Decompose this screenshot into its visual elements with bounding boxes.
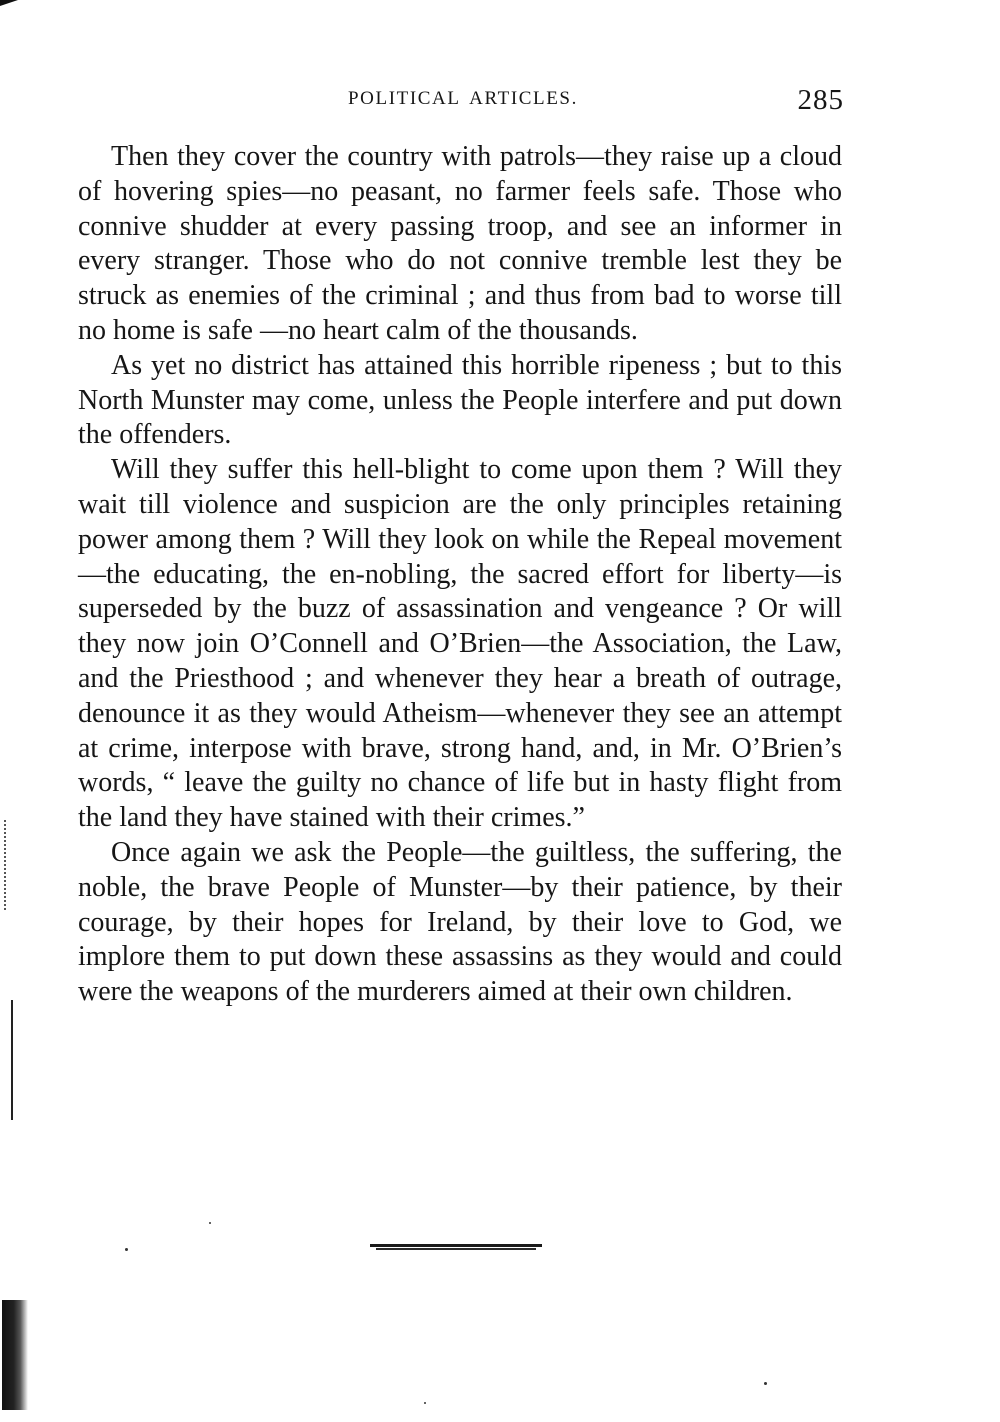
paragraph: As yet no district has attained this horrible ripeness ; but to this North Munster may come, unless the People interfere and put down the offenders.: [78, 349, 842, 451]
running-header: [78, 84, 848, 124]
scan-corner-mark: [0, 0, 18, 6]
running-title: POLITICAL ARTICLES.: [348, 88, 578, 109]
article-body: [78, 140, 842, 1010]
scan-speck: [125, 1248, 128, 1251]
section-end-rule: [370, 1244, 542, 1252]
rule-bar-top: [370, 1244, 542, 1247]
paragraph: Then they cover the country with patrols—they raise up a cloud of hovering spies—no peasant, no farmer feels safe. Those who connive shudder at every passing troop, and see an informer in every stranger. Those who do not connive tremble lest they be struck as enemies of the criminal ; and thus from bad to worse till no home is safe —no heart calm of the thousands.: [78, 141, 842, 346]
margin-scan-dots: [4, 820, 9, 910]
page-number: 285: [797, 84, 844, 116]
paragraph: Once again we ask the People—the guiltless, the suffering, the noble, the brave People of Munster—by their patience, by their courage, by their hopes for Ireland, by their love to God, we implore them to put down these assassins as they would and could were the weapons of the murderers aimed at their own children.: [78, 836, 842, 1008]
scan-speck: [424, 1402, 426, 1404]
rule-bar-bottom: [376, 1248, 536, 1250]
paragraph: Will they suffer this hell-blight to come upon them ? Will they wait till violence and suspicion are the only principles retaining power among them ? Will they look on while the Repeal movement—the educating, the en-nobling, the sacred effort for liberty—is superseded by the buzz of assassination and vengeance ? Or will they now join O’Connell and O’Brien—the Association, the Law, and the Priesthood ; and whenever they hear a breath of outrage, denounce it as they would Atheism—whenever they see an attempt at crime, interpose with brave, strong hand, and, in Mr. O’Brien’s words, “ leave the guilty no chance of life but in hasty flight from the land they have stained with their crimes.”: [78, 454, 842, 834]
margin-scan-line: [11, 1000, 13, 1120]
scan-speck: [764, 1382, 767, 1385]
scan-speck: [209, 1222, 211, 1224]
binding-edge-shadow: [2, 1300, 28, 1410]
